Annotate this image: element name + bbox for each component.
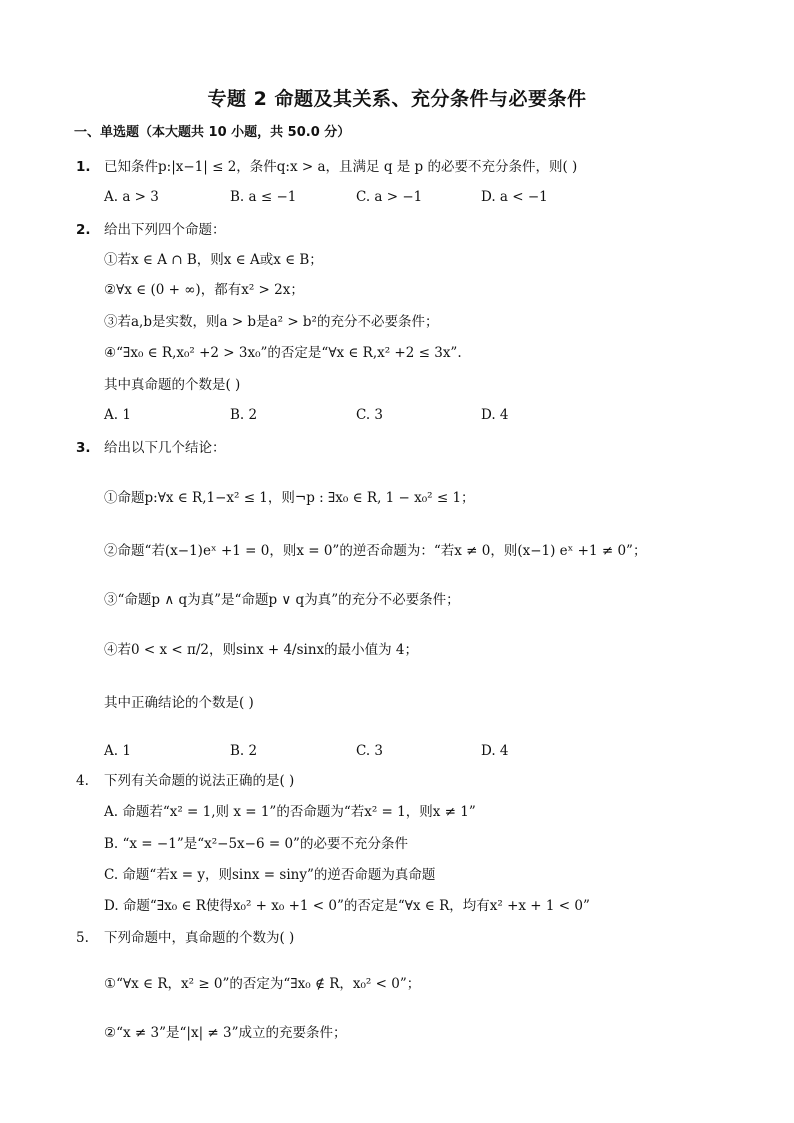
- option-a: A. 1: [104, 743, 131, 759]
- question-number: 3.: [76, 440, 91, 456]
- option-a: A. 命题若“x² = 1,则 x = 1”的否命题为“若x² = 1，则x ≠ 1”: [104, 804, 476, 820]
- option-a: A. a > 3: [104, 189, 159, 205]
- question-number: 4.: [76, 773, 89, 789]
- statement-item: ①命题p:∀x ∈ R,1−x² ≤ 1，则¬p : ∃x₀ ∈ R, 1 − x₀² ≤ 1；: [104, 490, 475, 506]
- option-d: D. 4: [481, 407, 509, 423]
- option-c: C. a > −1: [356, 189, 423, 205]
- question-stem: 给出下列四个命题：: [104, 222, 226, 238]
- statement-item: ①若x ∈ A ∩ B，则x ∈ A或x ∈ B；: [104, 252, 323, 268]
- option-d: D. a < −1: [481, 189, 548, 205]
- option-b: B. 2: [230, 743, 258, 759]
- option-b: B. 2: [230, 407, 258, 423]
- question-stem: 给出以下几个结论：: [104, 440, 226, 456]
- option-c: C. 3: [356, 407, 384, 423]
- section-heading: 一、单选题（本大题共 10 小题，共 50.0 分）: [74, 125, 351, 140]
- statement-item: ④“∃x₀ ∈ R,x₀² +2 > 3x₀”的否定是“∀x ∈ R,x² +2 ≤ 3x”.: [104, 345, 462, 361]
- statement-item: ④若0 < x < π/2，则sinx + 4/sinx的最小值为 4；: [104, 642, 419, 658]
- question-tail: 其中真命题的个数是( ): [104, 377, 241, 393]
- option-a: A. 1: [104, 407, 131, 423]
- question-number: 5.: [76, 930, 89, 946]
- statement-item: ②命题“若(x−1)eˣ +1 = 0，则x = 0”的逆否命题为：“若x ≠ 0，则(x−1) eˣ +1 ≠ 0”；: [104, 543, 647, 559]
- option-d: D. 4: [481, 743, 509, 759]
- question-stem: 下列有关命题的说法正确的是( ): [104, 773, 295, 789]
- option-d: D. 命题“∃x₀ ∈ R使得x₀² + x₀ +1 < 0”的否定是“∀x ∈ R，均有x² +x + 1 < 0”: [104, 898, 590, 914]
- question-stem: 下列命题中，真命题的个数为( ): [104, 930, 295, 946]
- page-title: 专题 2 命题及其关系、充分条件与必要条件: [207, 88, 587, 110]
- statement-item: ③“命题p ∧ q为真”是“命题p ∨ q为真”的充分不必要条件；: [104, 592, 460, 608]
- statement-item: ②“x ≠ 3”是“|x| ≠ 3”成立的充要条件；: [104, 1025, 347, 1041]
- option-b: B. “x = −1”是“x²−5x−6 = 0”的必要不充分条件: [104, 836, 408, 852]
- question-tail: 其中正确结论的个数是( ): [104, 695, 254, 711]
- question-number: 2.: [76, 222, 91, 238]
- option-c: C. 3: [356, 743, 384, 759]
- question-stem: 已知条件p:|x−1| ≤ 2，条件q:x > a，且满足 q 是 p 的必要不充分条件，则( ): [104, 159, 578, 175]
- statement-item: ③若a,b是实数，则a > b是a² > b²的充分不必要条件；: [104, 314, 439, 330]
- question-number: 1.: [76, 159, 91, 175]
- statement-item: ①“∀x ∈ R，x² ≥ 0”的否定为“∃x₀ ∉ R，x₀² < 0”；: [104, 976, 421, 992]
- statement-item: ②∀x ∈ (0 + ∞)，都有x² > 2x；: [104, 282, 304, 298]
- option-b: B. a ≤ −1: [230, 189, 297, 205]
- option-c: C. 命题“若x = y，则sinx = siny”的逆否命题为真命题: [104, 867, 436, 883]
